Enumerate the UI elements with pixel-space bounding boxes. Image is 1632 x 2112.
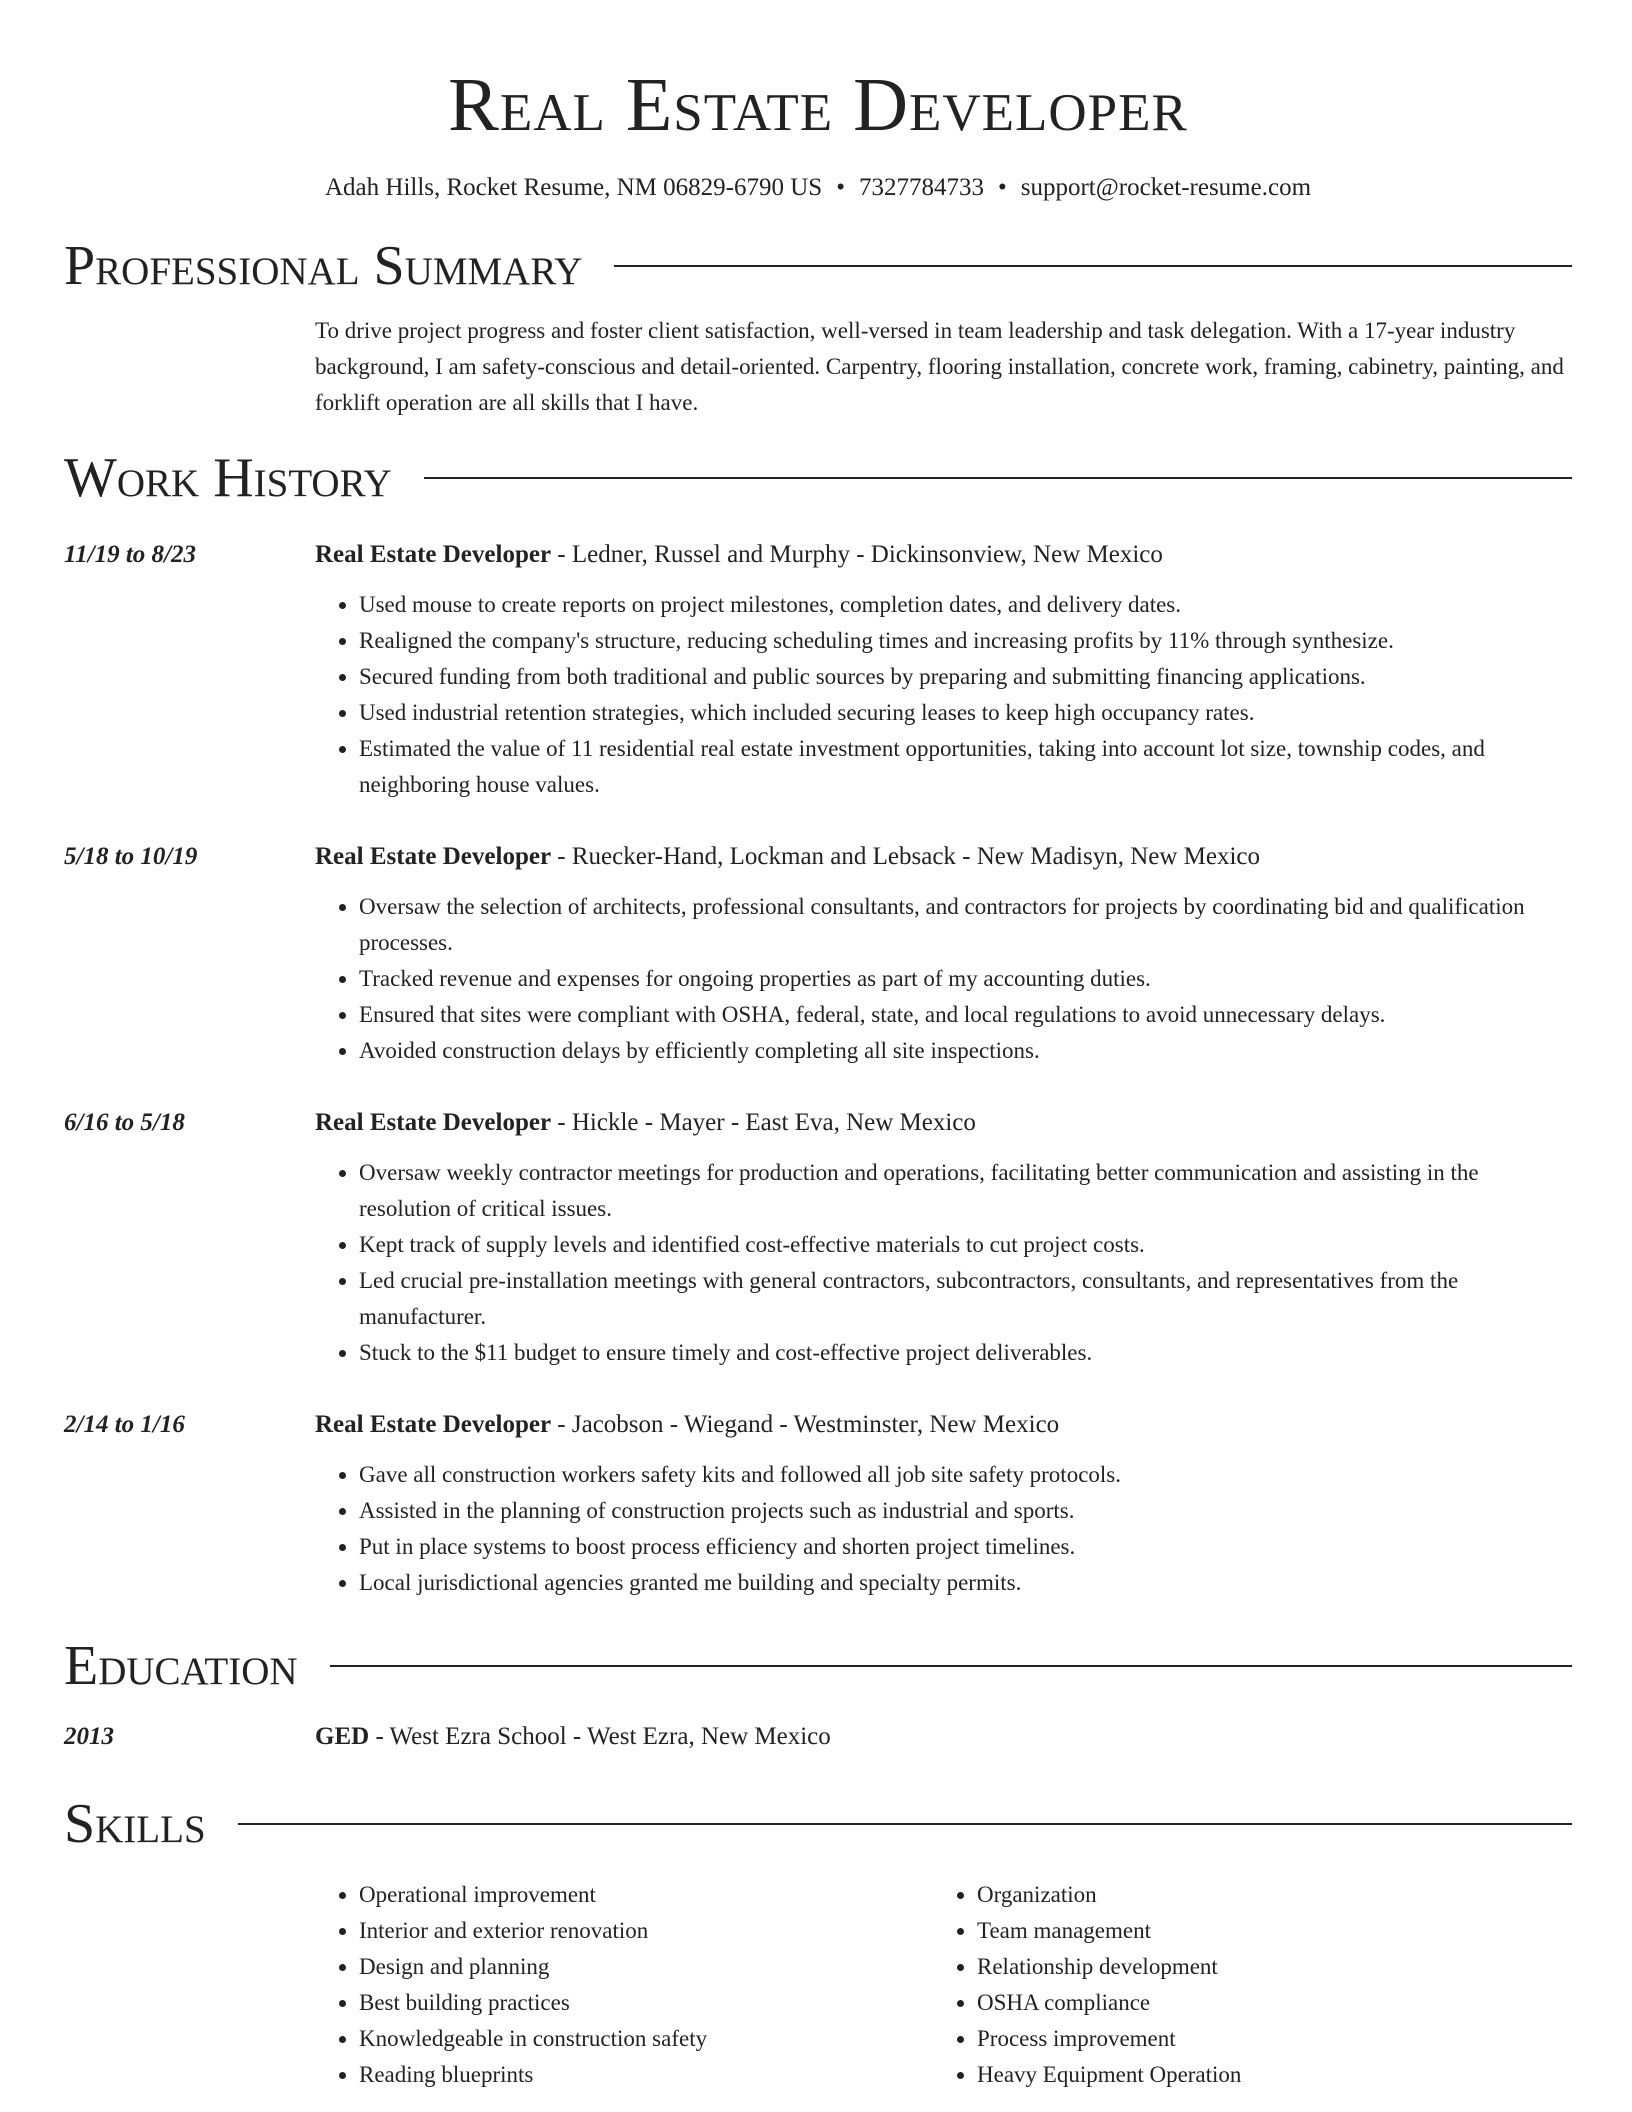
- summary-section-heading: [64, 233, 1572, 299]
- job-bullet: • Oversaw the selection of architects, professional consultants, and contractors for projects by coordinating bid and qualification processes.: [359, 889, 1572, 961]
- job-employer: - Ruecker-Hand, Lockman and Lebsack - New Madisyn, New Mexico: [551, 843, 1261, 870]
- job-dates: 6/16 to 5/18: [64, 1109, 185, 1136]
- job-entry: [64, 537, 1572, 803]
- contact-line: [64, 172, 1572, 204]
- job-bullet: • Led crucial pre-installation meetings with general contractors, subcontractors, consultants, and representatives from the manufacturer.: [359, 1263, 1572, 1335]
- job-head: [315, 839, 1572, 875]
- skills-grid: [315, 1877, 1572, 2093]
- skill-item: • Relationship development: [977, 1949, 1551, 1985]
- contact-phone: 7327784733: [858, 174, 984, 201]
- education-degree: GED: [315, 1723, 370, 1750]
- job-bullet-list: [315, 1457, 1572, 1601]
- job-bullet: • Secured funding from both traditional and public sources by preparing and submitting financing applications.: [359, 659, 1572, 695]
- education-heading: Education: [64, 1635, 298, 1697]
- job-bullet: • Realigned the company's structure, reducing scheduling times and increasing profits by 11% through synthesize.: [359, 623, 1572, 659]
- job-bullet-list: [315, 1155, 1572, 1371]
- skill-item: • Organization: [977, 1877, 1551, 1913]
- education-head: [315, 1719, 1572, 1755]
- job-bullet: • Used mouse to create reports on project milestones, completion dates, and delivery dates.: [359, 587, 1572, 623]
- skill-item: • Heavy Equipment Operation: [977, 2057, 1551, 2093]
- skills-column-right: [933, 1877, 1551, 2093]
- job-bullet: • Used industrial retention strategies, which included securing leases to keep high occupancy rates.: [359, 695, 1572, 731]
- job-bullet: • Local jurisdictional agencies granted me building and specialty permits.: [359, 1565, 1572, 1601]
- job-body: [315, 1105, 1572, 1371]
- section-divider: [424, 477, 1572, 479]
- skill-item: • Best building practices: [359, 1985, 933, 2021]
- summary-heading: Professional Summary: [64, 235, 583, 297]
- job-bullet: • Ensured that sites were compliant with OSHA, federal, state, and local regulations to avoid unnecessary delays.: [359, 997, 1572, 1033]
- work-section-heading: [64, 445, 1572, 511]
- job-employer: - Hickle - Mayer - East Eva, New Mexico: [551, 1109, 976, 1136]
- job-body: [315, 1407, 1572, 1601]
- job-bullet: • Kept track of supply levels and identified cost-effective materials to cut project costs.: [359, 1227, 1572, 1263]
- job-entry: [64, 1105, 1572, 1371]
- skill-item: • Operational improvement: [359, 1877, 933, 1913]
- job-body: [315, 537, 1572, 803]
- education-entry: [64, 1719, 1572, 1755]
- work-heading: Work History: [64, 447, 392, 509]
- contact-separator: •: [836, 174, 845, 201]
- job-head: [315, 1105, 1572, 1141]
- contact-email: support@rocket-resume.com: [1020, 174, 1312, 201]
- skills-column-left: [315, 1877, 933, 2093]
- job-entry: [64, 839, 1572, 1069]
- section-divider: [330, 1665, 1572, 1667]
- job-title: Real Estate Developer: [315, 843, 552, 870]
- skill-item: • Team management: [977, 1913, 1551, 1949]
- skills-section-heading: [64, 1791, 1572, 1857]
- education-year: 2013: [64, 1723, 114, 1750]
- education-section-heading: [64, 1633, 1572, 1699]
- education-body: [315, 1719, 1572, 1755]
- job-bullet: • Estimated the value of 11 residential real estate investment opportunities, taking into account lot size, township codes, and neighboring house values.: [359, 731, 1572, 803]
- job-dates: 2/14 to 1/16: [64, 1411, 185, 1438]
- skill-item: • Interior and exterior renovation: [359, 1913, 933, 1949]
- job-dates: 5/18 to 10/19: [64, 843, 198, 870]
- job-bullet: • Gave all construction workers safety kits and followed all job site safety protocols.: [359, 1457, 1572, 1493]
- job-bullet: • Avoided construction delays by efficiently completing all site inspections.: [359, 1033, 1572, 1069]
- job-bullet-list: [315, 587, 1572, 803]
- job-body: [315, 839, 1572, 1069]
- job-bullet: • Assisted in the planning of construction projects such as industrial and sports.: [359, 1493, 1572, 1529]
- job-bullet: • Oversaw weekly contractor meetings for production and operations, facilitating better communication and assisting in the resolution of critical issues.: [359, 1155, 1572, 1227]
- job-entry: [64, 1407, 1572, 1601]
- job-bullet: • Tracked revenue and expenses for ongoing properties as part of my accounting duties.: [359, 961, 1572, 997]
- skill-item: • OSHA compliance: [977, 1985, 1551, 2021]
- job-employer: - Ledner, Russel and Murphy - Dickinsonview, New Mexico: [551, 541, 1163, 568]
- skill-item: • Knowledgeable in construction safety: [359, 2021, 933, 2057]
- section-divider: [238, 1823, 1572, 1825]
- job-bullet: • Put in place systems to boost process efficiency and shorten project timelines.: [359, 1529, 1572, 1565]
- contact-separator: •: [997, 174, 1007, 201]
- resume-title: Real Estate Developer: [448, 63, 1188, 147]
- work-history-list: [64, 537, 1572, 1601]
- job-title: Real Estate Developer: [315, 1109, 552, 1136]
- contact-address: Adah Hills, Rocket Resume, NM 06829-6790 US: [324, 174, 823, 201]
- job-bullet: • Stuck to the $11 budget to ensure timely and cost-effective project deliverables.: [359, 1335, 1572, 1371]
- resume-page: [64, 0, 1572, 2093]
- job-head: [315, 537, 1572, 573]
- job-employer: - Jacobson - Wiegand - Westminster, New Mexico: [551, 1411, 1060, 1438]
- skills-heading: Skills: [64, 1793, 206, 1855]
- skill-item: • Reading blueprints: [359, 2057, 933, 2093]
- job-head: [315, 1407, 1572, 1443]
- summary-text: To drive project progress and foster client satisfaction, well-versed in team leadership and task delegation. With a 17-year industry background, I am safety-conscious and detail-oriented. Carpentry, flooring installation, concrete work, framing, cabinetry, painting, and forklift operation are all skills that I have.: [315, 318, 1564, 415]
- skill-item: • Design and planning: [359, 1949, 933, 1985]
- section-divider: [614, 265, 1572, 267]
- job-dates: 11/19 to 8/23: [64, 541, 196, 568]
- skill-item: • Process improvement: [977, 2021, 1551, 2057]
- job-title: Real Estate Developer: [315, 541, 552, 568]
- job-bullet-list: [315, 889, 1572, 1069]
- job-title: Real Estate Developer: [315, 1411, 552, 1438]
- education-details: - West Ezra School - West Ezra, New Mexico: [369, 1723, 831, 1750]
